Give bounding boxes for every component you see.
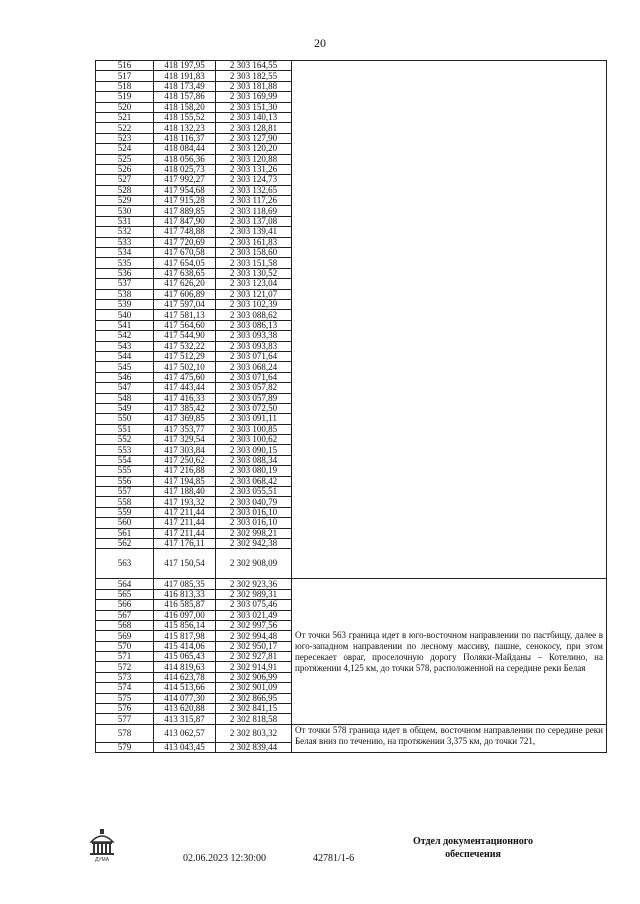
y-coordinate: 2 303 131,26 [216,164,292,174]
x-coordinate: 417 654,05 [154,258,216,268]
point-number: 577 [96,714,154,724]
x-coordinate: 417 889,85 [154,206,216,216]
x-coordinate: 417 502,10 [154,362,216,372]
x-coordinate: 417 544,90 [154,331,216,341]
y-coordinate: 2 303 158,60 [216,248,292,258]
point-number: 564 [96,579,154,589]
point-number: 574 [96,683,154,693]
x-coordinate: 414 077,30 [154,693,216,703]
x-coordinate: 418 132,23 [154,123,216,133]
point-number: 529 [96,196,154,206]
point-number: 522 [96,123,154,133]
point-number: 549 [96,403,154,413]
y-coordinate: 2 302 942,38 [216,538,292,548]
y-coordinate: 2 303 057,89 [216,393,292,403]
point-number: 536 [96,268,154,278]
y-coordinate: 2 303 040,79 [216,497,292,507]
table-row [96,61,607,71]
y-coordinate: 2 303 016,10 [216,518,292,528]
point-number: 572 [96,662,154,672]
point-number: 537 [96,279,154,289]
point-number: 550 [96,414,154,424]
point-number: 561 [96,528,154,538]
point-number: 565 [96,589,154,599]
point-number: 548 [96,393,154,403]
x-coordinate: 418 173,49 [154,81,216,91]
x-coordinate: 416 097,00 [154,610,216,620]
y-coordinate: 2 303 055,51 [216,487,292,497]
point-number: 545 [96,362,154,372]
svg-text:ДУМА: ДУМА [94,857,110,862]
x-coordinate: 417 670,58 [154,248,216,258]
x-coordinate: 417 085,35 [154,579,216,589]
registration-number: 42781/1-6 [313,853,355,864]
point-number: 569 [96,631,154,641]
x-coordinate: 413 315,87 [154,714,216,724]
y-coordinate: 2 302 839,44 [216,742,292,752]
page-number: 20 [314,36,326,50]
y-coordinate: 2 303 132,65 [216,185,292,195]
y-coordinate: 2 302 950,17 [216,641,292,651]
y-coordinate: 2 303 075,46 [216,600,292,610]
x-coordinate: 418 191,83 [154,71,216,81]
x-coordinate: 415 065,43 [154,652,216,662]
point-number: 526 [96,164,154,174]
point-number: 538 [96,289,154,299]
duma-emblem-icon [85,828,119,862]
x-coordinate: 417 150,54 [154,549,216,579]
office-line-2: обеспечения [445,849,501,860]
point-number: 517 [96,71,154,81]
y-coordinate: 2 303 164,55 [216,61,292,71]
point-number: 568 [96,620,154,630]
y-coordinate: 2 303 120,20 [216,144,292,154]
y-coordinate: 2 303 140,13 [216,112,292,122]
x-coordinate: 417 329,54 [154,435,216,445]
x-coordinate: 415 817,98 [154,631,216,641]
point-number: 563 [96,549,154,579]
x-coordinate: 416 585,87 [154,600,216,610]
y-coordinate: 2 303 151,58 [216,258,292,268]
point-number: 525 [96,154,154,164]
y-coordinate: 2 303 102,39 [216,299,292,309]
y-coordinate: 2 302 997,56 [216,620,292,630]
point-number: 543 [96,341,154,351]
y-coordinate: 2 303 090,15 [216,445,292,455]
point-number: 532 [96,227,154,237]
y-coordinate: 2 303 057,82 [216,383,292,393]
x-coordinate: 414 819,63 [154,662,216,672]
y-coordinate: 2 303 088,34 [216,455,292,465]
y-coordinate: 2 303 121,07 [216,289,292,299]
y-coordinate: 2 303 139,41 [216,227,292,237]
point-number: 556 [96,476,154,486]
y-coordinate: 2 303 124,73 [216,175,292,185]
x-coordinate: 418 158,20 [154,102,216,112]
y-coordinate: 2 303 120,88 [216,154,292,164]
x-coordinate: 418 197,95 [154,61,216,71]
point-number: 570 [96,641,154,651]
point-number: 571 [96,652,154,662]
x-coordinate: 418 157,86 [154,92,216,102]
y-coordinate: 2 303 071,64 [216,351,292,361]
x-coordinate: 417 512,29 [154,351,216,361]
x-coordinate: 417 847,90 [154,216,216,226]
x-coordinate: 413 620,88 [154,704,216,714]
y-coordinate: 2 303 151,30 [216,102,292,112]
coordinates-table [95,60,607,753]
point-number: 553 [96,445,154,455]
x-coordinate: 414 623,78 [154,672,216,682]
x-coordinate: 418 155,52 [154,112,216,122]
point-number: 566 [96,600,154,610]
y-coordinate: 2 302 994,48 [216,631,292,641]
x-coordinate: 417 443,44 [154,383,216,393]
x-coordinate: 417 626,20 [154,279,216,289]
y-coordinate: 2 302 901,09 [216,683,292,693]
office-stamp [398,835,548,861]
point-number: 527 [96,175,154,185]
point-number: 531 [96,216,154,226]
y-coordinate: 2 302 866,95 [216,693,292,703]
point-number: 541 [96,320,154,330]
point-number: 534 [96,248,154,258]
x-coordinate: 416 813,33 [154,589,216,599]
y-coordinate: 2 303 071,64 [216,372,292,382]
point-number: 557 [96,487,154,497]
point-number: 524 [96,144,154,154]
table-row [96,579,607,589]
point-number: 555 [96,466,154,476]
x-coordinate: 417 188,40 [154,487,216,497]
office-line-1: Отдел документационного [412,836,534,847]
x-coordinate: 417 416,33 [154,393,216,403]
y-coordinate: 2 303 068,42 [216,476,292,486]
point-number: 579 [96,742,154,752]
x-coordinate: 418 116,37 [154,133,216,143]
point-number: 546 [96,372,154,382]
point-number: 539 [96,299,154,309]
registration-datetime: 02.06.2023 12:30:00 [183,853,267,864]
y-coordinate: 2 303 080,19 [216,466,292,476]
point-number: 575 [96,693,154,703]
point-number: 547 [96,383,154,393]
description-from-578: От точки 578 граница идет в общем, восточном направлении по середине реки Белая вниз по течению, на протяжении 3,375 км, до точки 721, [292,724,607,752]
y-coordinate: 2 303 093,83 [216,341,292,351]
table-row [96,724,607,742]
y-coordinate: 2 302 998,21 [216,528,292,538]
y-coordinate: 2 303 086,13 [216,320,292,330]
x-coordinate: 417 385,42 [154,403,216,413]
y-coordinate: 2 302 908,09 [216,549,292,579]
y-coordinate: 2 302 803,32 [216,724,292,742]
x-coordinate: 415 414,06 [154,641,216,651]
x-coordinate: 417 211,44 [154,507,216,517]
x-coordinate: 417 216,88 [154,466,216,476]
y-coordinate: 2 303 118,69 [216,206,292,216]
point-number: 559 [96,507,154,517]
point-number: 544 [96,351,154,361]
y-coordinate: 2 303 182,55 [216,71,292,81]
y-coordinate: 2 303 100,85 [216,424,292,434]
x-coordinate: 417 303,84 [154,445,216,455]
description-empty [292,61,607,579]
x-coordinate: 417 353,77 [154,424,216,434]
y-coordinate: 2 302 841,15 [216,704,292,714]
x-coordinate: 417 176,11 [154,538,216,548]
y-coordinate: 2 303 181,88 [216,81,292,91]
point-number: 562 [96,538,154,548]
x-coordinate: 417 193,32 [154,497,216,507]
x-coordinate: 417 720,69 [154,237,216,247]
y-coordinate: 2 303 127,90 [216,133,292,143]
y-coordinate: 2 303 088,62 [216,310,292,320]
point-number: 558 [96,497,154,507]
point-number: 533 [96,237,154,247]
y-coordinate: 2 303 117,26 [216,196,292,206]
point-number: 542 [96,331,154,341]
point-number: 554 [96,455,154,465]
point-number: 567 [96,610,154,620]
x-coordinate: 417 564,60 [154,320,216,330]
x-coordinate: 417 638,65 [154,268,216,278]
x-coordinate: 417 194,85 [154,476,216,486]
x-coordinate: 417 597,04 [154,299,216,309]
x-coordinate: 417 992,27 [154,175,216,185]
x-coordinate: 417 915,28 [154,196,216,206]
point-number: 578 [96,724,154,742]
x-coordinate: 413 062,57 [154,724,216,742]
x-coordinate: 417 532,22 [154,341,216,351]
point-number: 528 [96,185,154,195]
y-coordinate: 2 303 161,83 [216,237,292,247]
point-number: 516 [96,61,154,71]
x-coordinate: 417 606,89 [154,289,216,299]
y-coordinate: 2 303 068,24 [216,362,292,372]
point-number: 560 [96,518,154,528]
y-coordinate: 2 302 923,36 [216,579,292,589]
y-coordinate: 2 303 072,50 [216,403,292,413]
y-coordinate: 2 302 927,81 [216,652,292,662]
x-coordinate: 417 211,44 [154,528,216,538]
y-coordinate: 2 303 137,08 [216,216,292,226]
y-coordinate: 2 303 130,52 [216,268,292,278]
y-coordinate: 2 302 818,58 [216,714,292,724]
point-number: 576 [96,704,154,714]
point-number: 523 [96,133,154,143]
y-coordinate: 2 303 100,62 [216,435,292,445]
description-from-563: От точки 563 граница идет в юго-восточном направлении по пастбищу, далее в юго-западном направлении по лесному массиву, пашне, сенокосу, при этом пересекает овраг, проселочную дорогу Поляки-Майданы – Котелино, на протяжении 4,125 км, до точки 578, расположенной на середине реки Белая [292,579,607,724]
y-coordinate: 2 303 091,11 [216,414,292,424]
y-coordinate: 2 302 989,31 [216,589,292,599]
x-coordinate: 417 748,88 [154,227,216,237]
x-coordinate: 417 581,13 [154,310,216,320]
x-coordinate: 414 513,66 [154,683,216,693]
y-coordinate: 2 303 123,04 [216,279,292,289]
point-number: 551 [96,424,154,434]
point-number: 552 [96,435,154,445]
y-coordinate: 2 303 021,49 [216,610,292,620]
point-number: 520 [96,102,154,112]
x-coordinate: 417 475,60 [154,372,216,382]
y-coordinate: 2 302 914,91 [216,662,292,672]
x-coordinate: 418 084,44 [154,144,216,154]
x-coordinate: 417 369,85 [154,414,216,424]
y-coordinate: 2 302 906,99 [216,672,292,682]
point-number: 518 [96,81,154,91]
point-number: 521 [96,112,154,122]
x-coordinate: 418 025,73 [154,164,216,174]
x-coordinate: 417 211,44 [154,518,216,528]
point-number: 535 [96,258,154,268]
x-coordinate: 417 954,68 [154,185,216,195]
x-coordinate: 417 250,62 [154,455,216,465]
x-coordinate: 413 043,45 [154,742,216,752]
point-number: 519 [96,92,154,102]
x-coordinate: 418 056,36 [154,154,216,164]
point-number: 530 [96,206,154,216]
point-number: 573 [96,672,154,682]
y-coordinate: 2 303 016,10 [216,507,292,517]
y-coordinate: 2 303 169,99 [216,92,292,102]
x-coordinate: 415 856,14 [154,620,216,630]
y-coordinate: 2 303 093,38 [216,331,292,341]
point-number: 540 [96,310,154,320]
y-coordinate: 2 303 128,81 [216,123,292,133]
